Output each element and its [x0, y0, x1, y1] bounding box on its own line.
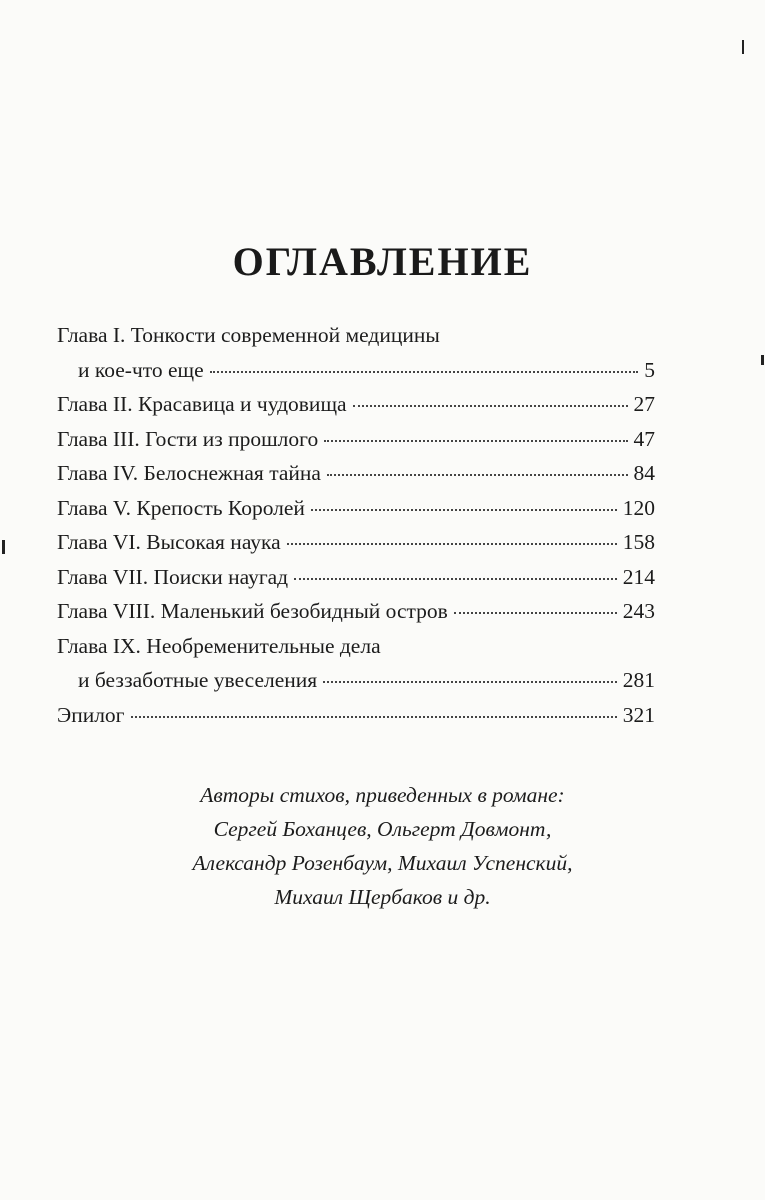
toc-page-number: 158 — [622, 530, 655, 554]
toc-entry-title: Глава III. Гости из прошлого — [57, 426, 319, 451]
toc-entry-title: Глава VIII. Маленький безобидный остров — [57, 599, 448, 623]
toc-page-number: 214 — [622, 564, 655, 589]
toc-entry[interactable] — [57, 594, 655, 629]
margin-mark-top-right — [742, 40, 744, 54]
toc-page-number: 47 — [633, 426, 655, 451]
toc-page-number: 321 — [622, 702, 655, 727]
table-of-contents — [57, 318, 655, 732]
authors-line: Михаил Щербаков и др. — [274, 885, 491, 909]
bleed-through-line — [0, 1020, 765, 1036]
toc-page-number: 27 — [633, 392, 655, 416]
toc-entry[interactable] — [57, 525, 655, 560]
toc-entry-title: Глава V. Крепость Королей — [57, 495, 305, 520]
toc-page-number: 84 — [633, 461, 655, 485]
toc-entry-title: Глава IV. Белоснежная тайна — [57, 461, 321, 485]
dot-leader — [323, 664, 617, 683]
toc-entry-title: и кое-что еще — [78, 357, 204, 382]
authors-line: Александр Розенбаум, Михаил Успенский, — [192, 851, 573, 875]
toc-entry[interactable] — [57, 698, 655, 733]
dot-leader — [454, 595, 617, 614]
margin-mark-right — [761, 355, 764, 365]
toc-entry-title: Глава VI. Высокая наука — [57, 530, 281, 554]
toc-entry-title: Глава IX. Необременительные дела — [57, 633, 381, 658]
page-title: ОГЛАВЛЕНИЕ — [232, 239, 533, 284]
toc-entry-title: Глава I. Тонкости современной медицины — [57, 323, 440, 347]
authors-line: Авторы стихов, приведенных в романе: — [200, 783, 565, 807]
toc-entry[interactable] — [57, 491, 655, 526]
bleed-through-line — [0, 910, 765, 926]
bleed-through-line — [0, 118, 765, 134]
dot-leader — [287, 526, 617, 545]
toc-entry[interactable] — [57, 422, 655, 457]
poem-authors-note — [0, 778, 765, 914]
dot-leader — [327, 457, 628, 476]
toc-entry-title: Эпилог — [57, 702, 125, 727]
bleed-through-line — [0, 205, 765, 226]
toc-entry-title: и беззаботные увеселения — [78, 668, 318, 692]
toc-entry-title: Глава II. Красавица и чудовища — [57, 392, 347, 416]
toc-entry-title: Глава VII. Поиски наугад — [57, 564, 289, 589]
toc-page-number: 281 — [622, 668, 655, 692]
dot-leader — [294, 560, 617, 579]
toc-page-number: 5 — [644, 357, 655, 382]
dot-leader — [131, 698, 617, 717]
toc-page-number: 243 — [622, 599, 655, 623]
margin-mark-left — [2, 540, 5, 554]
bleed-through-line — [0, 172, 765, 192]
toc-entry[interactable] — [57, 387, 655, 422]
dot-leader — [210, 353, 639, 372]
toc-page-number: 120 — [622, 495, 655, 520]
toc-entry[interactable] — [57, 629, 655, 698]
dot-leader — [311, 491, 617, 510]
toc-entry[interactable] — [57, 318, 655, 387]
toc-entry[interactable] — [57, 560, 655, 595]
toc-entry[interactable] — [57, 456, 655, 491]
authors-line: Сергей Боханцев, Ольгерт Довмонт, — [213, 817, 552, 841]
dot-leader — [353, 388, 628, 407]
dot-leader — [324, 422, 627, 441]
